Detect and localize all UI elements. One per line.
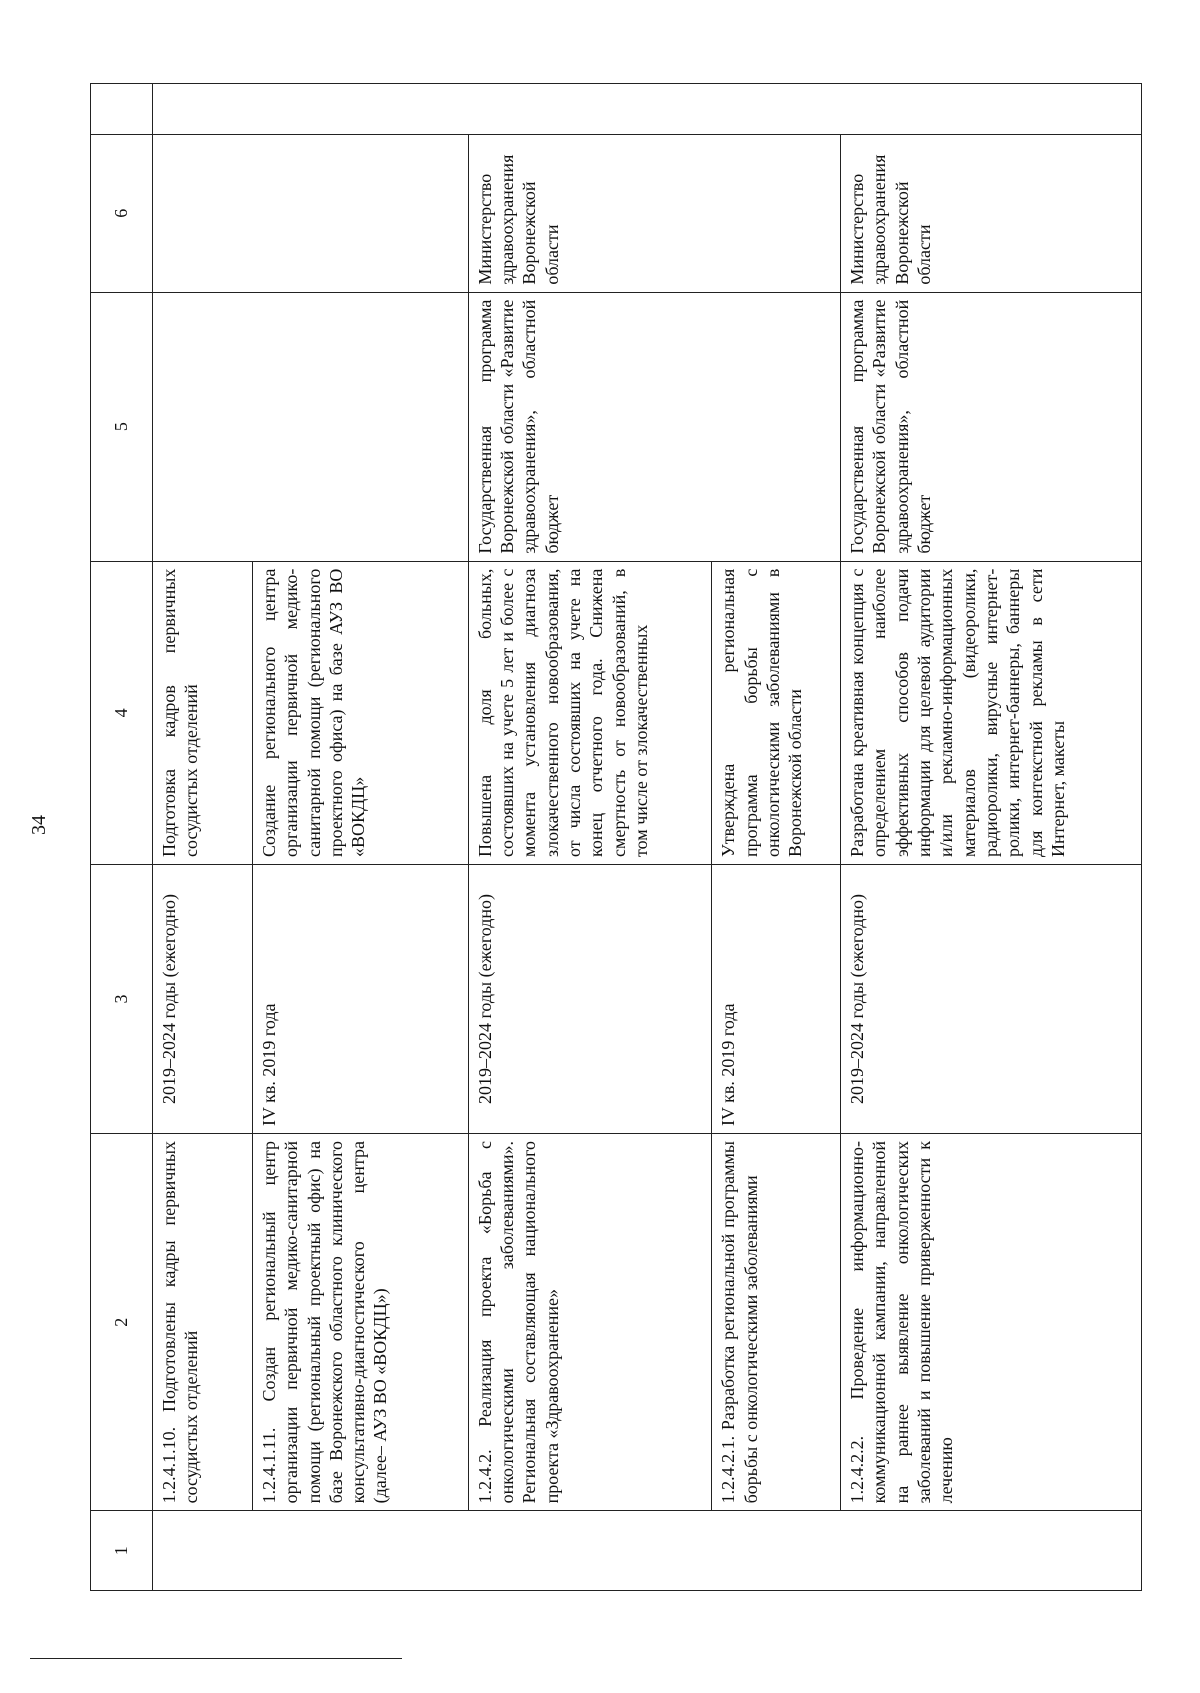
header-col-2: 2 (91, 1133, 153, 1510)
cell-event: 1.2.4.1.11. Создан региональный центр организации первичной медико-санитарной помощи (региональный проектный офис) на базе Воронежского областного клинического консультативно-диагностического центра (далее– АУЗ ВО «ВОКДЦ») (252, 1133, 468, 1510)
cell-result: Утверждена региональная программа борьбы с онкологическими заболеваниями в Воронежской области (712, 561, 841, 864)
header-col-5: 5 (91, 292, 153, 561)
cell-result: Подготовка кадров первичных сосудистых отделений (152, 561, 252, 864)
header-col-1: 1 (91, 1511, 153, 1591)
table-row (841, 84, 1142, 1591)
cell-responsible: Министерство здравоохранения Воронежской области (468, 134, 840, 292)
page-number: 34 (28, 815, 50, 835)
cell-responsible: Министерство здравоохранения Воронежской области (841, 134, 1142, 292)
table-row (468, 84, 712, 1591)
cell-event: 1.2.4.2.1. Разработка региональной программы борьбы с онкологическими заболеваниями (712, 1133, 841, 1510)
cell-number (152, 1511, 1141, 1591)
cell-period: 2019–2024 годы (ежегодно) (152, 864, 252, 1133)
cell-event: 1.2.4.2. Реализация проекта «Борьба с онкологическими заболеваниями». Региональная составляющая национального проекта «Здравоохранение» (468, 1133, 712, 1510)
header-col-3: 3 (91, 864, 153, 1133)
cell-funding: Государственная программа Воронежской области «Развитие здравоохранения», областной бюджет (468, 292, 840, 561)
rotated-table-container (90, 83, 1142, 1591)
cell-period: 2019–2024 годы (ежегодно) (468, 864, 712, 1133)
footnote-divider (30, 1658, 402, 1659)
cell-funding (152, 292, 468, 561)
header-col-4: 4 (91, 561, 153, 864)
cell-result: Разработана креативная концепция с определением наиболее эффективных способов подачи информации для целевой аудитории и/или рекламно-информационных материалов (видеоролики, радиоролики, вирусные интернет-ролики, интернет-баннеры, баннеры для контекстной рекламы в сети Интернет, макеты (841, 561, 1142, 864)
activities-table (90, 83, 1142, 1591)
cell-period: 2019–2024 годы (ежегодно) (841, 864, 1142, 1133)
cell-result: Создание регионального центра организации первичной медико-санитарной помощи (регионального проектного офиса) на базе АУЗ ВО «ВОКДЦ» (252, 561, 468, 864)
table-row (152, 84, 252, 1591)
cell-period: IV кв. 2019 года (252, 864, 468, 1133)
cell-event: 1.2.4.1.10. Подготовлены кадры первичных сосудистых отделений (152, 1133, 252, 1510)
cell-spacer (152, 84, 1141, 135)
cell-funding: Государственная программа Воронежской области «Развитие здравоохранения», областной бюджет (841, 292, 1142, 561)
header-col-spacer (91, 84, 153, 135)
header-col-6: 6 (91, 134, 153, 292)
cell-result: Повышена доля больных, состоявших на учете 5 лет и более с момента установления диагноза злокачественного новообразования, от числа состоявших на учете на конец отчетного года. Снижена смертность от новообразований, в том числе от злокачественных (468, 561, 712, 864)
cell-period: IV кв. 2019 года (712, 864, 841, 1133)
cell-event: 1.2.4.2.2. Проведение информационно-коммуникационной кампании, направленной на раннее выявление онкологических заболеваний и повышение приверженности к лечению (841, 1133, 1142, 1510)
table-header-row (91, 84, 153, 1591)
cell-responsible (152, 134, 468, 292)
